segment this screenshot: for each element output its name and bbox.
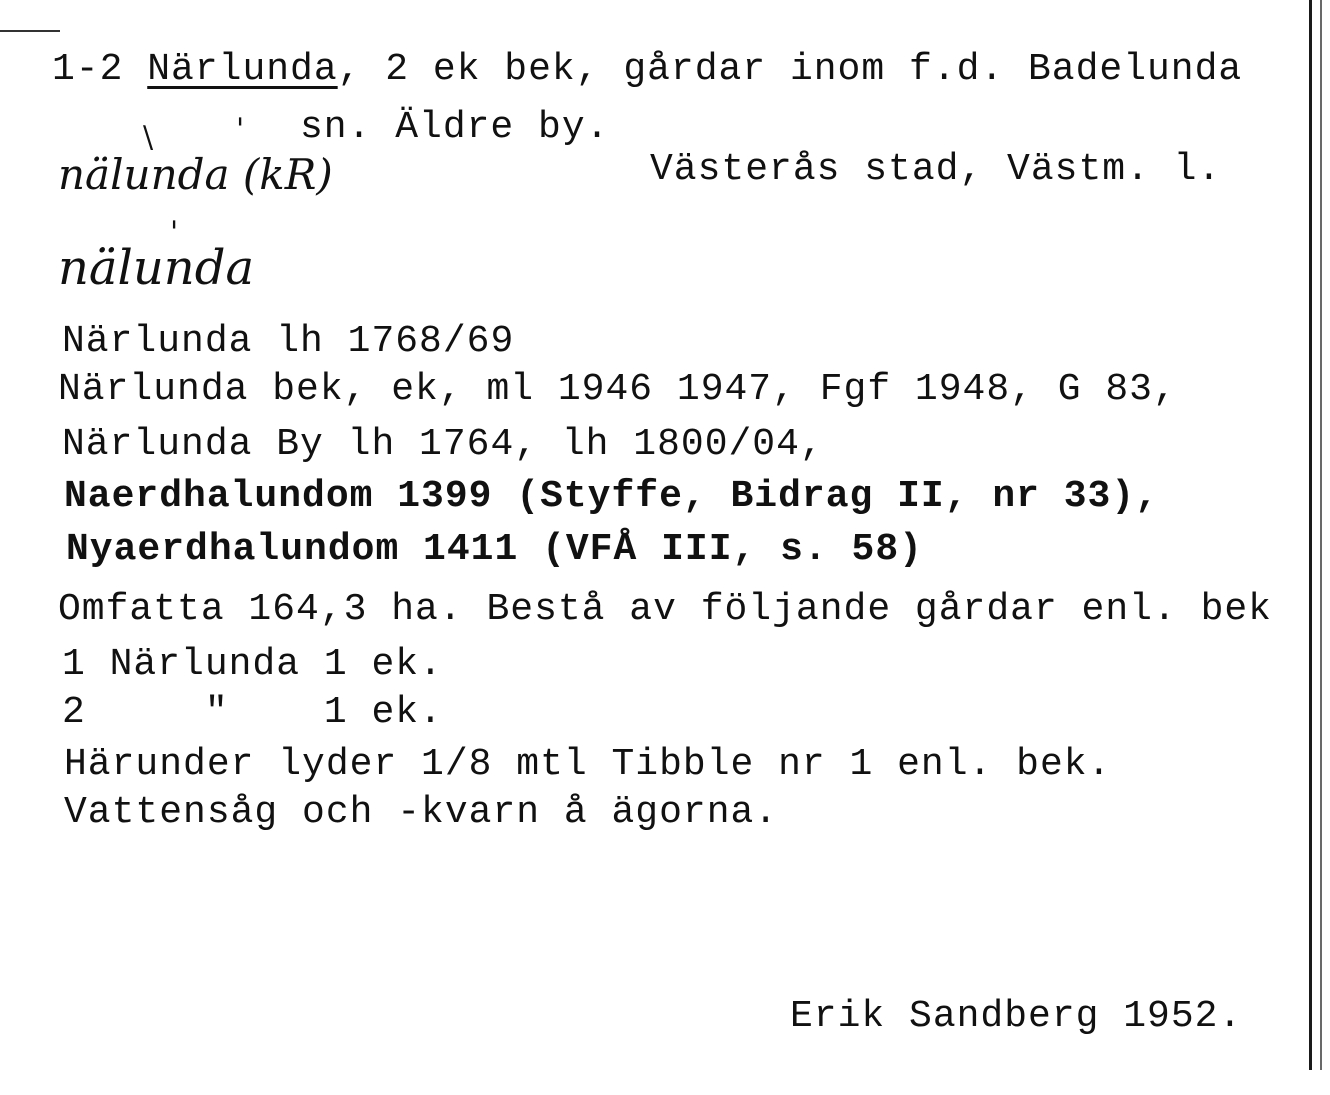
handwritten-pronunciation-2: nälunda: [58, 240, 255, 296]
card-edge-top: [0, 30, 60, 32]
accent-mark-handwritten: ': [170, 215, 179, 250]
description-line-2: 1 Närlunda 1 ek.: [62, 643, 443, 686]
header-line-1: [52, 50, 1242, 90]
entry-number: 1-2: [52, 48, 124, 91]
signature: Erik Sandberg 1952.: [790, 995, 1243, 1038]
place-name: Närlunda: [147, 48, 338, 91]
description-line-1: Omfatta 164,3 ha. Bestå av följande gårdar enl. bek: [58, 588, 1272, 631]
source-line-3: Närlunda By lh 1764, lh 1800/04,: [62, 423, 824, 466]
source-line-5: Nyaerdhalundom 1411 (VFÅ III, s. 58): [66, 528, 923, 571]
card-edge-right-shadow: [1320, 0, 1322, 1070]
description-line-3: 2 " 1 ek.: [62, 691, 443, 734]
source-line-1: Närlunda lh 1768/69: [62, 320, 515, 363]
accent-mark-grave: \: [143, 120, 154, 155]
handwritten-pronunciation-1: nälunda (kR): [58, 150, 333, 199]
location-line: Västerås stad, Västm. l.: [650, 148, 1222, 191]
header-line-2: sn. Äldre by.: [300, 106, 610, 149]
source-line-2: Närlunda bek, ek, ml 1946 1947, Fgf 1948, G 83,: [58, 368, 1177, 411]
header-rest: , 2 ek bek, gårdar inom f.d. Badelunda: [337, 48, 1243, 91]
card-edge-right: [1309, 0, 1312, 1070]
source-line-4: Naerdhalundom 1399 (Styffe, Bidrag II, nr 33),: [64, 475, 1159, 518]
description-line-5: Vattensåg och -kvarn å ägorna.: [64, 791, 779, 834]
accent-mark-acute: ': [236, 112, 245, 147]
description-line-4: Härunder lyder 1/8 mtl Tibble nr 1 enl. bek.: [64, 743, 1112, 786]
